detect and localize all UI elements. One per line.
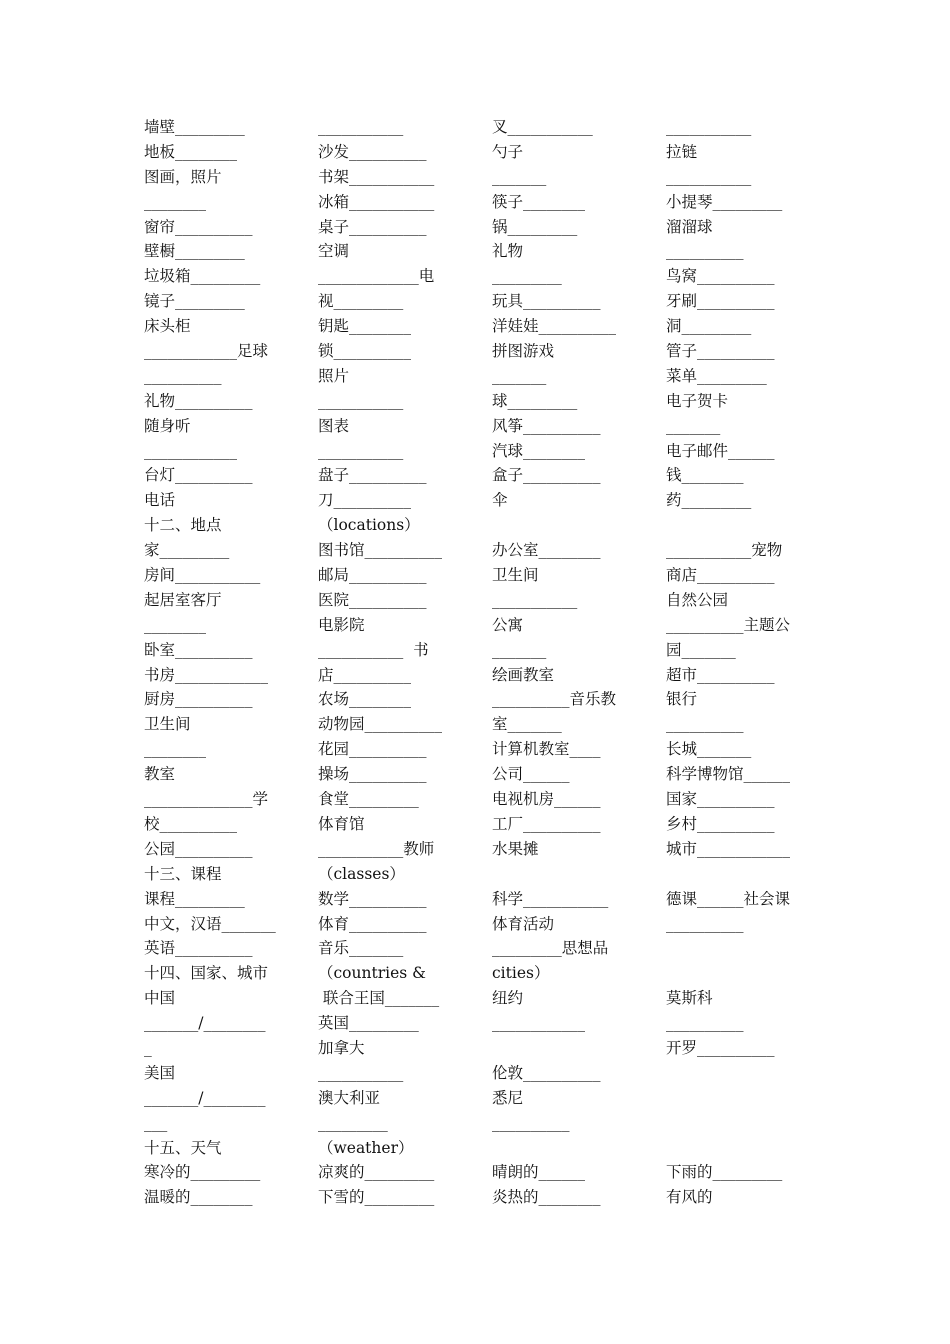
vocab-entry: 台灯__________ xyxy=(144,466,253,485)
vocab-entry: ____________足球 xyxy=(144,342,269,361)
vocab-entry: 图表 xyxy=(318,416,350,435)
vocab-entry: 德课______社会课 xyxy=(666,889,791,908)
vocab-entry: 卧室__________ xyxy=(144,640,253,659)
vocab-entry: ___________ xyxy=(318,441,404,460)
vocab-entry: ___________ xyxy=(666,118,752,136)
vocab-entry xyxy=(666,1136,836,1161)
vocab-entry: 联合王国_______ xyxy=(318,989,440,1008)
vocab-entry: 英国_________ xyxy=(318,1014,419,1033)
vocab-entry: 书房____________ xyxy=(144,665,269,684)
vocab-entry: 音乐_______ xyxy=(318,939,404,958)
vocab-entry xyxy=(666,862,836,887)
column-1 xyxy=(144,115,314,1210)
vocab-entry: 礼物 xyxy=(492,242,524,261)
vocab-entry: _________思想品 xyxy=(492,939,609,958)
vocab-entry: 英语__________ xyxy=(144,939,253,958)
vocab-entry: 盒子__________ xyxy=(492,466,601,485)
vocab-entry: ____________ xyxy=(492,1014,585,1033)
vocab-entry: ________ xyxy=(144,615,206,634)
vocab-entry: 沙发__________ xyxy=(318,142,427,161)
vocab-entry: __________ xyxy=(666,242,744,261)
vocab-entry: 小提琴_________ xyxy=(666,192,783,211)
vocab-entry: ___________ xyxy=(666,167,752,186)
vocab-entry: 中文，汉语_______ xyxy=(144,914,276,933)
vocab-entry: 莫斯科 xyxy=(666,989,713,1008)
vocab-entry: ___________ xyxy=(318,118,404,136)
vocab-entry: 室_______ xyxy=(492,715,562,734)
vocab-entry: cities） xyxy=(492,964,550,983)
vocab-entry: 科学___________ xyxy=(492,889,609,908)
vocab-entry: （classes） xyxy=(318,864,405,883)
vocab-entry: _______ xyxy=(666,416,721,435)
vocab-entry: 寒冷的_________ xyxy=(144,1163,261,1182)
vocab-entry: 纽约 xyxy=(492,989,524,1008)
vocab-entry: 卫生间 xyxy=(144,715,191,734)
vocab-entry: 洞_________ xyxy=(666,317,752,336)
vocab-entry: 锅_________ xyxy=(492,217,578,236)
vocab-entry: 校__________ xyxy=(144,814,238,833)
vocab-entry xyxy=(666,936,836,961)
vocab-entry: 温暖的________ xyxy=(144,1188,253,1207)
vocab-entry xyxy=(666,1111,836,1136)
vocab-entry: 银行 xyxy=(666,690,698,709)
vocab-entry: 随身听 xyxy=(144,416,191,435)
vocab-entry: _______/________ xyxy=(144,1014,266,1033)
vocab-entry: 桌子__________ xyxy=(318,217,427,236)
vocab-entry: 窗帘__________ xyxy=(144,217,253,236)
vocab-entry: ___________ 书 xyxy=(318,640,429,659)
vocab-entry: 房间___________ xyxy=(144,566,261,585)
vocab-entry: _________ xyxy=(492,267,562,286)
vocab-entry xyxy=(492,513,662,538)
vocab-entry: 园_______ xyxy=(666,640,736,659)
vocab-entry: 晴朗的______ xyxy=(492,1163,586,1182)
vocab-entry: _________ xyxy=(318,1113,388,1132)
vocab-entry xyxy=(666,513,836,538)
vocab-entry: 筷子________ xyxy=(492,192,586,211)
vocab-entry: 起居室客厅 xyxy=(144,590,222,609)
vocab-entry xyxy=(492,1036,662,1061)
vocab-entry: 美国 xyxy=(144,1063,176,1082)
vocab-entry: 有风的 xyxy=(666,1188,713,1207)
vocab-entry: 动物园__________ xyxy=(318,715,443,734)
vocab-entry: 下雨的_________ xyxy=(666,1163,783,1182)
vocab-entry: 十五、天气 xyxy=(144,1138,222,1157)
vocab-entry: ______________学 xyxy=(144,790,269,809)
vocab-entry: __________ xyxy=(666,715,744,734)
vocab-entry: 操场__________ xyxy=(318,765,427,784)
vocab-entry: 食堂_________ xyxy=(318,790,419,809)
vocab-entry: 国家__________ xyxy=(666,790,775,809)
vocab-entry: 凉爽的_________ xyxy=(318,1163,435,1182)
vocab-entry: __________主题公 xyxy=(666,615,791,634)
vocab-entry: 钥匙________ xyxy=(318,317,412,336)
vocab-entry: 礼物__________ xyxy=(144,391,253,410)
vocab-entry: 伦敦__________ xyxy=(492,1063,601,1082)
vocab-entry xyxy=(666,961,836,986)
vocab-entry: __________音乐教 xyxy=(492,690,617,709)
vocab-entry: 中国 xyxy=(144,989,176,1008)
vocab-entry: 邮局__________ xyxy=(318,566,427,585)
vocab-entry: 床头柜 xyxy=(144,317,191,336)
vocab-entry: 十三、课程 xyxy=(144,864,222,883)
column-3 xyxy=(492,115,662,1210)
vocab-entry: 绘画教室 xyxy=(492,665,555,684)
vocab-entry: 计算机教室____ xyxy=(492,740,601,759)
vocab-entry: 公司______ xyxy=(492,765,570,784)
vocab-entry: 拉链 xyxy=(666,142,698,161)
vocab-entry: 体育__________ xyxy=(318,914,427,933)
vocab-entry: 勺子 xyxy=(492,142,524,161)
vocab-entry: ___ xyxy=(144,1113,168,1132)
vocab-entry: 叉___________ xyxy=(492,118,593,136)
vocab-entry: 壁橱_________ xyxy=(144,242,245,261)
vocab-entry: 菜单_________ xyxy=(666,366,767,385)
vocab-entry: 视_________ xyxy=(318,292,404,311)
vocab-entry: 工厂__________ xyxy=(492,814,601,833)
vocab-entry: ________ xyxy=(144,740,206,759)
vocab-entry: 镜子_________ xyxy=(144,292,245,311)
vocab-entry: 电子邮件______ xyxy=(666,441,775,460)
vocab-entry: 十二、地点 xyxy=(144,516,222,535)
vocab-entry: ___________宠物 xyxy=(666,541,783,560)
vocab-entry: 体育馆 xyxy=(318,814,365,833)
column-4 xyxy=(666,115,836,1210)
vocab-entry: 悉尼 xyxy=(492,1088,524,1107)
vocab-entry: __________ xyxy=(666,1014,744,1033)
vocab-entry: 加拿大 xyxy=(318,1038,365,1057)
vocab-entry: _______ xyxy=(492,167,547,186)
vocab-entry: ____________ xyxy=(144,441,237,460)
vocab-entry: 体育活动 xyxy=(492,914,555,933)
vocab-entry: ________ xyxy=(144,192,206,211)
vocab-entry xyxy=(666,1086,836,1111)
vocab-entry: _____________电 xyxy=(318,267,435,286)
vocab-entry: 冰箱___________ xyxy=(318,192,435,211)
vocab-entry: 拼图游戏 xyxy=(492,342,555,361)
vocab-entry: 农场________ xyxy=(318,690,412,709)
vocab-entry: _______/________ xyxy=(144,1088,266,1107)
vocab-entry: 公寓 xyxy=(492,615,524,634)
vocab-entry: （countries & xyxy=(318,964,426,983)
vocab-entry: 炎热的________ xyxy=(492,1188,601,1207)
vocab-entry: 电视机房______ xyxy=(492,790,601,809)
vocab-entry: 墙壁_________ xyxy=(144,118,245,136)
vocab-entry: _ xyxy=(144,1038,152,1057)
vocab-entry: 刀__________ xyxy=(318,491,412,510)
vocab-entry: 水果摊 xyxy=(492,839,539,858)
vocab-entry: 办公室________ xyxy=(492,541,601,560)
vocab-entry: 超市__________ xyxy=(666,665,775,684)
vocab-entry: 花园__________ xyxy=(318,740,427,759)
vocab-entry: ___________教师 xyxy=(318,839,435,858)
vocab-entry: 垃圾箱_________ xyxy=(144,267,261,286)
vocab-entry: 药_________ xyxy=(666,491,752,510)
vocab-entry: 伞 xyxy=(492,491,508,510)
vocab-entry: 商店__________ xyxy=(666,566,775,585)
vocab-entry: （weather） xyxy=(318,1138,414,1157)
vocab-entry: 电话 xyxy=(144,491,176,510)
vocab-entry: 空调 xyxy=(318,242,350,261)
vocab-entry xyxy=(492,1136,662,1161)
vocab-entry: 厨房__________ xyxy=(144,690,253,709)
vocab-entry: 管子__________ xyxy=(666,342,775,361)
vocab-entry: 钱________ xyxy=(666,466,744,485)
vocab-entry: 教室 xyxy=(144,765,176,784)
vocab-entry: 卫生间 xyxy=(492,566,539,585)
vocab-entry: 玩具__________ xyxy=(492,292,601,311)
vocab-entry: __________ xyxy=(666,914,744,933)
vocab-entry: ___________ xyxy=(318,1063,404,1082)
vocab-entry xyxy=(666,1061,836,1086)
vocab-entry: 洋娃娃__________ xyxy=(492,317,617,336)
vocab-entry: ___________ xyxy=(318,391,404,410)
vocab-entry: 球_________ xyxy=(492,391,578,410)
vocab-entry: 牙刷__________ xyxy=(666,292,775,311)
vocab-entry: 鸟窝__________ xyxy=(666,267,775,286)
vocab-entry: 风筝__________ xyxy=(492,416,601,435)
vocab-entry: 乡村__________ xyxy=(666,814,775,833)
vocab-entry: 家_________ xyxy=(144,541,230,560)
vocab-entry: （locations） xyxy=(318,516,420,535)
vocab-entry: 图书馆__________ xyxy=(318,541,443,560)
vocab-entry: __________ xyxy=(144,366,222,385)
vocab-entry: 数学__________ xyxy=(318,889,427,908)
vocab-entry: 锁__________ xyxy=(318,342,412,361)
vocab-entry: 店__________ xyxy=(318,665,412,684)
vocab-entry: 照片 xyxy=(318,366,350,385)
column-2 xyxy=(318,115,488,1210)
vocab-entry: _______ xyxy=(492,640,547,659)
vocab-entry: 电影院 xyxy=(318,615,365,634)
vocab-entry: ___________ xyxy=(492,590,578,609)
vocab-entry: 十四、国家、城市 xyxy=(144,964,269,983)
vocab-entry: 公园__________ xyxy=(144,839,253,858)
vocab-entry: 汽球________ xyxy=(492,441,586,460)
vocab-entry: 澳大利亚 xyxy=(318,1088,381,1107)
vocab-entry: 盘子__________ xyxy=(318,466,427,485)
vocab-entry: 课程_________ xyxy=(144,889,245,908)
vocab-entry: 电子贺卡 xyxy=(666,391,729,410)
vocab-entry: 开罗__________ xyxy=(666,1038,775,1057)
vocab-entry: 科学博物馆______ xyxy=(666,765,791,784)
vocab-entry: __________ xyxy=(492,1113,570,1132)
vocab-entry: 自然公园 xyxy=(666,590,729,609)
vocab-entry: 医院__________ xyxy=(318,590,427,609)
vocab-entry xyxy=(492,862,662,887)
vocab-entry: 地板________ xyxy=(144,142,238,161)
vocab-entry: 下雪的_________ xyxy=(318,1188,435,1207)
vocab-entry: 长城_______ xyxy=(666,740,752,759)
vocab-entry: _______ xyxy=(492,366,547,385)
vocab-entry: 书架___________ xyxy=(318,167,435,186)
vocab-entry: 城市____________ xyxy=(666,839,791,858)
vocab-entry: 溜溜球 xyxy=(666,217,713,236)
vocab-entry: 图画，照片 xyxy=(144,167,222,186)
